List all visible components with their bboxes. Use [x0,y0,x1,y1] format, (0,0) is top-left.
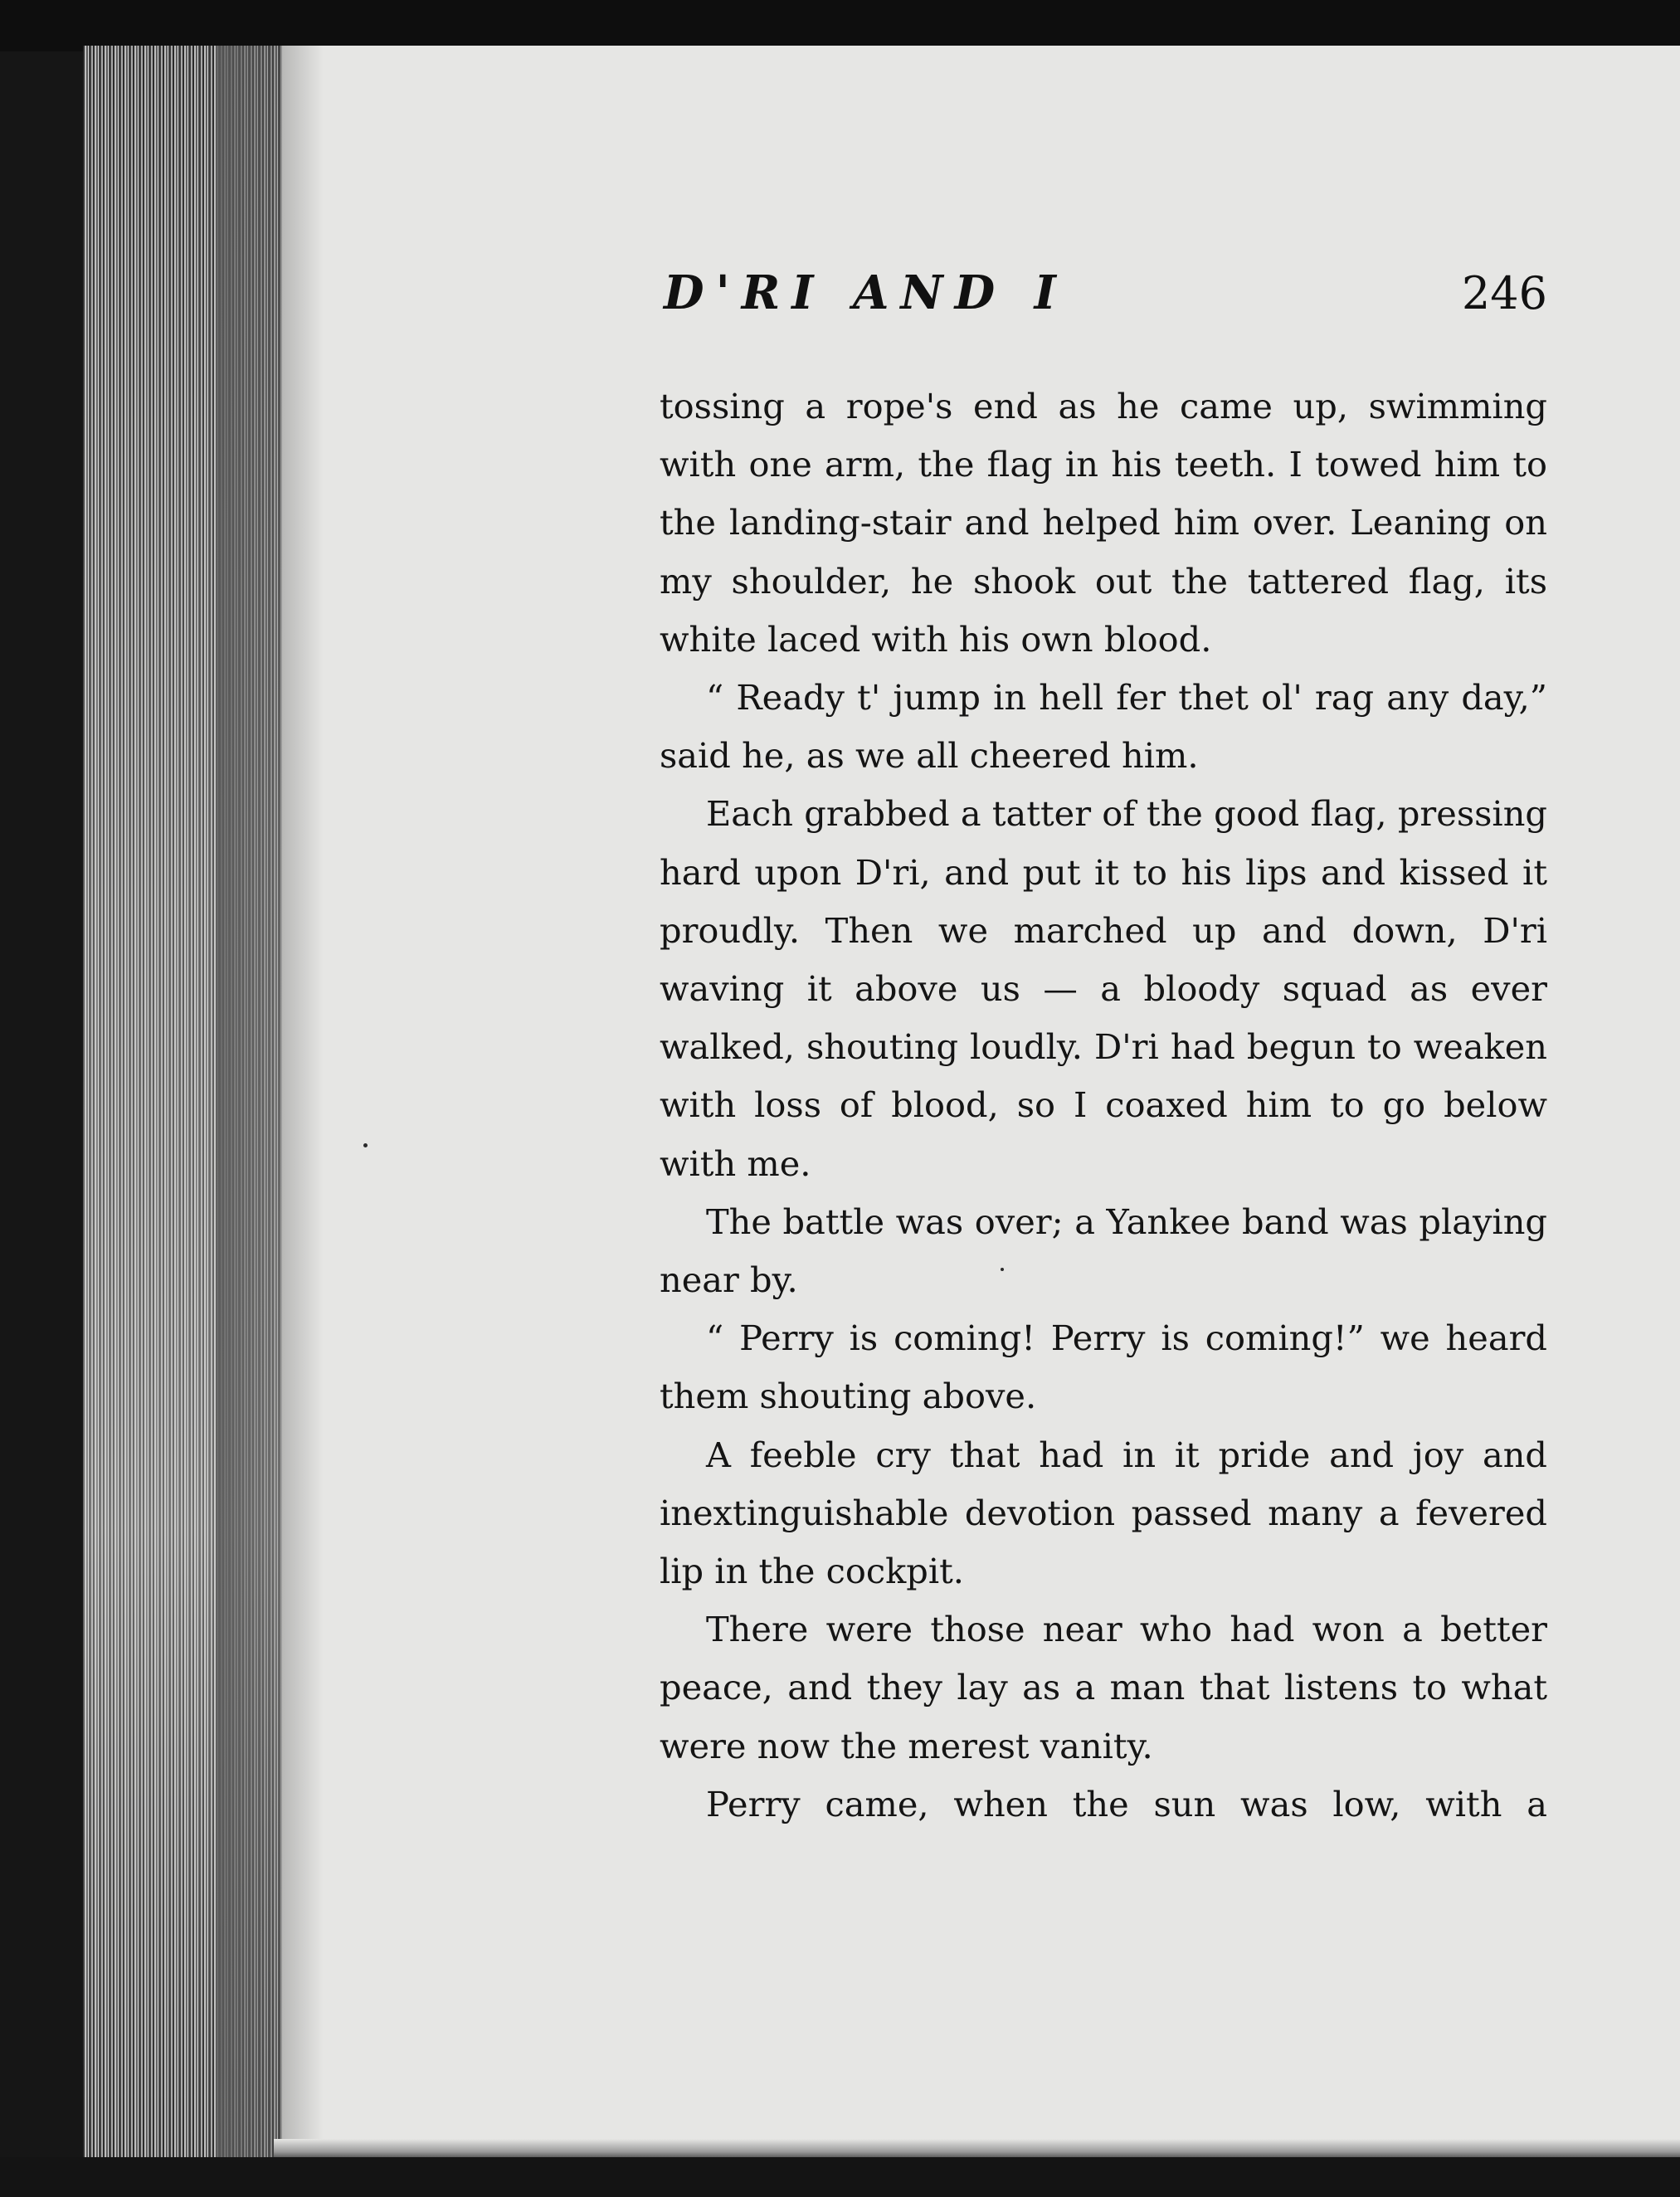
paragraph: “ Ready t' jump in hell fer thet ol' rag any day,” said he, as we all cheered him. [660,677,1547,777]
paragraph: “ Perry is coming! Perry is coming!” we heard them shouting above. [660,1318,1547,1417]
body-text [660,378,1547,1834]
gutter-shadow [216,46,324,2170]
scan-top-border [0,0,1680,51]
paragraph: A feeble cry that had in it pride and joy and inextinguishable devotion passed many a fevered lip in the cockpit. [660,1434,1547,1592]
paragraph: Each grabbed a tatter of the good flag, pressing hard upon D'ri, and put it to his lips and kissed it proudly. Then we marched up and down, D'ri waving it above us — a bloody squad as ever walked, shouting loudly. D'ri had begun to weaken with loss of blood, so I coaxed him to go below with me. [660,793,1547,1184]
page-header [664,265,1547,340]
scan-bottom-border [0,2157,1680,2197]
paragraph: The battle was over; a Yankee band was playing near by. [660,1201,1547,1301]
scan-speck [363,1143,368,1147]
paragraph: Perry came, when the sun was low, with a [706,1783,1547,1824]
running-title: D'RI AND I [664,265,1068,320]
page-number: 246 [1461,267,1547,319]
paragraph: There were those near who had won a better peace, and they lay as a man that listens to what were now the merest vanity. [660,1609,1547,1766]
paragraph: tossing a rope's end as he came up, swimming with one arm, the flag in his teeth. I towed him to the landing-stair and helped him over. Leaning on my shoulder, he shook out the tattered flag, its white laced with his own blood. [660,386,1547,660]
